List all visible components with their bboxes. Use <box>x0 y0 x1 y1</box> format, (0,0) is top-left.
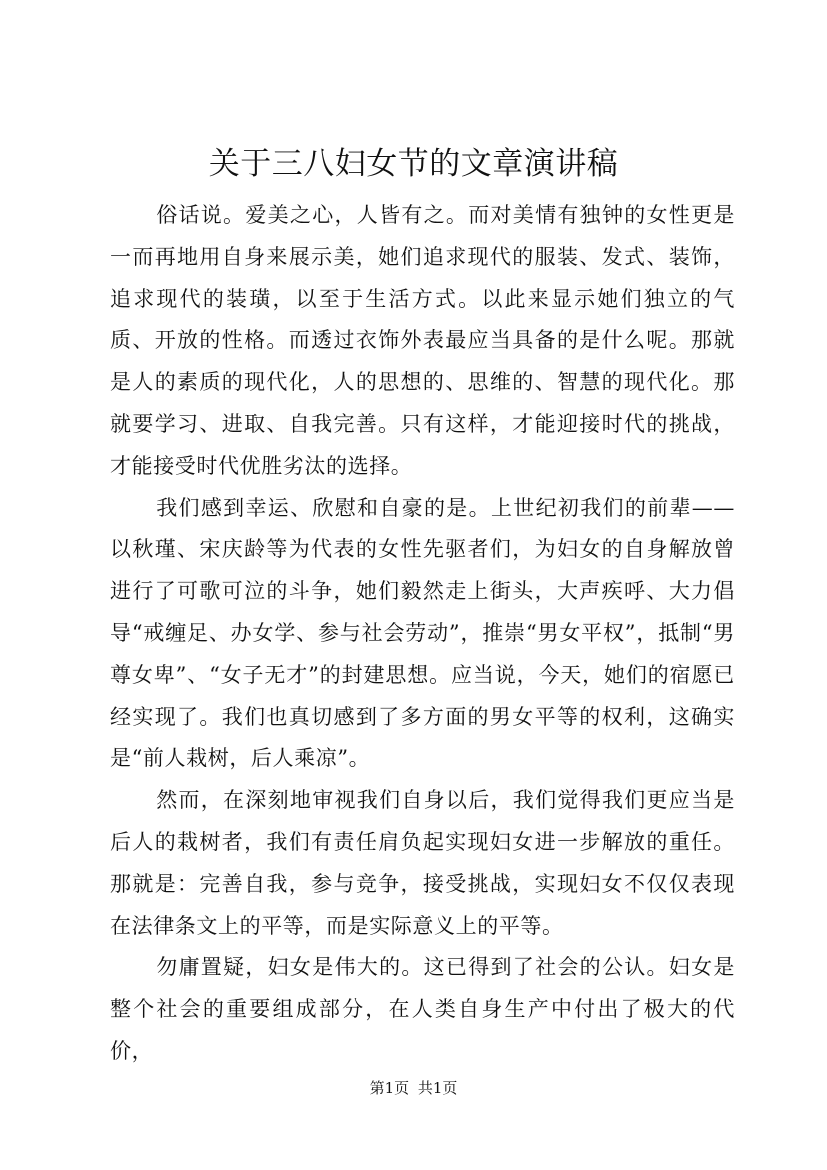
paragraph-4: 勿庸置疑，妇女是伟大的。这已得到了社会的公认。妇女是整个社会的重要组成部分，在人类自身生产中付出了极大的代价， <box>110 955 735 1063</box>
document-title: 关于三八妇女节的文章演讲稿 <box>208 146 619 182</box>
page-footer: 第1页 共1页 <box>369 1079 458 1097</box>
paragraph-2: 我们感到幸运、欣慰和自豪的是。上世纪初我们的前辈——以秋瑾、宋庆龄等为代表的女性先驱者们，为妇女的自身解放曾进行了可歌可泣的斗争，她们毅然走上街头，大声疾呼、大力倡导“戒缠足、办女学、参与社会劳动”，推崇“男女平权”，抵制“男尊女卑”、“女子无才”的封建思想。应当说，今天，她们的宿愿已经实现了。我们也真切感到了多方面的男女平等的权利，这确实是“前人栽树，后人乘凉”。 <box>110 495 735 771</box>
paragraph-1: 俗话说。爱美之心，人皆有之。而对美情有独钟的女性更是一而再地用自身来展示美，她们追求现代的服装、发式、装饰，追求现代的装璜，以至于生活方式。以此来显示她们独立的气质、开放的性格。而透过衣饰外表最应当具备的是什么呢。那就是人的素质的现代化，人的思想的、思维的、智慧的现代化。那就要学习、进取、自我完善。只有这样，才能迎接时代的挑战，才能接受时代优胜劣汰的选择。 <box>110 203 735 478</box>
document-body <box>110 195 735 1073</box>
paragraph-3: 然而，在深刻地审视我们自身以后，我们觉得我们更应当是后人的栽树者，我们有责任肩负起实现妇女进一步解放的重任。那就是：完善自我，参与竞争，接受挑战，实现妇女不仅仅表现在法律条文上的平等，而是实际意义上的平等。 <box>110 788 735 938</box>
